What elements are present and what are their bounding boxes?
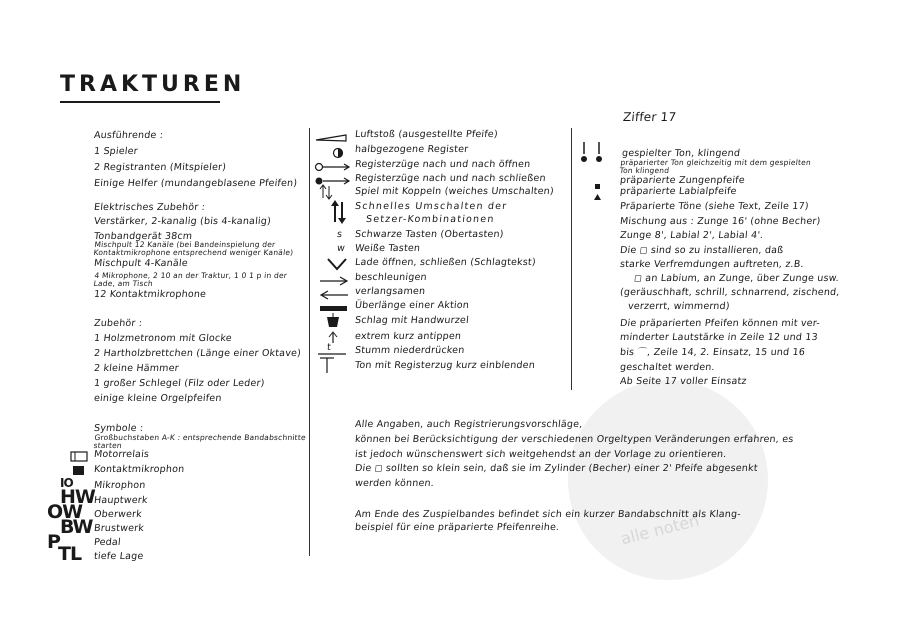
title-underline bbox=[60, 101, 220, 103]
watermark-text: alle noten bbox=[618, 510, 701, 549]
col3-line-4: präparierte Labialpfeife bbox=[619, 186, 738, 197]
electrics-heading: Elektrisches Zubehör : bbox=[93, 202, 206, 213]
col3-line-2: präparierter Ton gleichzeitig mit dem gespielten Ton klingend bbox=[619, 158, 812, 175]
column-divider-left bbox=[309, 128, 310, 556]
legend-4: Registerzüge nach und nach schließen bbox=[354, 173, 547, 184]
abbr-hw: HW bbox=[60, 486, 95, 508]
register-blend-icon bbox=[318, 355, 336, 379]
notes-para1-line3: ist jedoch wünschenswert sich weitgehendst an der Vorlage zu orientieren. bbox=[354, 449, 728, 460]
accessories-heading: Zubehör : bbox=[93, 318, 143, 329]
electrics-mics: 4 Mikrophone, 2 10 an der Traktur, 1 0 1 p in der Lade, am Tisch bbox=[93, 271, 288, 288]
col3-line-17: Ab Seite 17 voller Einsatz bbox=[619, 376, 748, 387]
col3-line-14: minderter Lautstärke in Zeile 12 und 13 bbox=[619, 332, 819, 343]
notes-para1-line4: Die ◻ sollten so klein sein, daß sie im Zylinder (Becher) einer 2' Pfeife abgesenkt bbox=[354, 463, 759, 474]
notes-para2-line1: Am Ende des Zuspielbandes befindet sich ein kurzer Bandabschnitt als Klang- bbox=[354, 509, 742, 520]
legend-7: Setzer-Kombinationen bbox=[365, 214, 496, 225]
electrics-mixer-note: Mischpult 12 Kanäle (bei Bandeinspielung der Kontaktmikrophone entsprechend weniger Kanäle) bbox=[93, 240, 294, 257]
contact-microphone-icon bbox=[72, 462, 88, 481]
watermark-disc bbox=[568, 380, 768, 580]
symbol-brustwerk: Brustwerk bbox=[93, 523, 145, 534]
legend-10: Lade öffnen, schließen (Schlagtekst) bbox=[354, 257, 537, 268]
fast-switch-arrows-icon bbox=[331, 200, 347, 228]
accessory-2: 2 Hartholzbrettchen (Länge einer Oktave) bbox=[93, 348, 302, 359]
notes-para1-line5: werden können. bbox=[354, 478, 435, 489]
abbr-tl: TL bbox=[58, 543, 82, 565]
symbol-motor-relay: Motorrelais bbox=[93, 449, 150, 460]
symbol-tiefe-lage: tiefe Lage bbox=[93, 551, 144, 562]
electrics-1: Verstärker, 2-kanalig (bis 4-kanalig) bbox=[93, 216, 272, 227]
legend-17: Ton mit Registerzug kurz einblenden bbox=[354, 360, 536, 371]
electrics-contact-mics: 12 Kontaktmikrophone bbox=[93, 289, 207, 300]
notes-para1-line1: Alle Angaben, auch Registrierungsvorschläge, bbox=[354, 419, 584, 430]
legend-2: halbgezogene Register bbox=[354, 144, 469, 155]
abbr-bw: BW bbox=[60, 516, 93, 538]
symbols-caps: Großbuchstaben A-K : entsprechende Bandabschnitte starten bbox=[93, 433, 307, 450]
mute-press-glyph: t bbox=[326, 342, 332, 353]
legend-13: Überlänge einer Aktion bbox=[354, 300, 470, 311]
legend-5: Spiel mit Koppeln (weiches Umschalten) bbox=[354, 186, 555, 197]
legend-6: Schnelles Umschalten der bbox=[354, 201, 508, 212]
col3-line-8: Die ◻ sind so zu installieren, daß bbox=[619, 245, 784, 256]
col3-line-3: präparierte Zungenpfeife bbox=[619, 175, 746, 186]
col3-line-12: verzerrt, wimmernd) bbox=[627, 301, 731, 312]
col3-line-7: Zunge 8', Labial 2', Labial 4'. bbox=[619, 230, 764, 241]
symbol-mic: Mikrophon bbox=[93, 480, 147, 491]
legend-9: Weiße Tasten bbox=[354, 243, 421, 254]
col3-line-16: geschaltet werden. bbox=[619, 362, 716, 373]
legend-3: Registerzüge nach und nach öffnen bbox=[354, 159, 531, 170]
labial-pipe-triangle-icon bbox=[593, 186, 602, 205]
accessory-4: 1 großer Schlegel (Filz oder Leder) bbox=[93, 378, 266, 389]
ziffer-label: Ziffer 17 bbox=[622, 110, 678, 124]
symbols-heading: Symbole : bbox=[93, 423, 144, 434]
accessory-1: 1 Holzmetronom mit Glocke bbox=[93, 333, 233, 344]
col3-line-1: gespielter Ton, klingend bbox=[621, 148, 741, 159]
col3-line-15: bis ⌒, Zeile 14, 2. Einsatz, 15 und 16 bbox=[619, 347, 806, 358]
abbr-ow: OW bbox=[47, 501, 83, 523]
accessory-3: 2 kleine Hämmer bbox=[93, 363, 180, 374]
legend-1: Luftstoß (ausgestellte Pfeife) bbox=[354, 129, 499, 140]
legend-16: Stumm niederdrücken bbox=[354, 345, 466, 356]
accessory-5: einige kleine Orgelpfeifen bbox=[93, 393, 223, 404]
page-title: TRAKTUREN bbox=[60, 72, 246, 97]
performers-heading: Ausführende : bbox=[93, 130, 164, 141]
black-keys-glyph: s bbox=[336, 229, 343, 240]
column-divider-right bbox=[571, 128, 572, 390]
performer-2: 2 Registranten (Mitspieler) bbox=[93, 162, 227, 173]
played-tone-notes-icon bbox=[580, 140, 606, 170]
white-keys-glyph: w bbox=[336, 243, 346, 254]
symbol-pedal: Pedal bbox=[93, 537, 122, 548]
col3-line-6: Mischung aus : Zunge 16' (ohne Becher) bbox=[619, 216, 821, 227]
performer-3: Einige Helfer (mundangeblasene Pfeifen) bbox=[93, 178, 298, 189]
symbol-contact-mic: Kontaktmikrophon bbox=[93, 464, 185, 475]
col3-line-9: starke Verfremdungen auftreten, z.B. bbox=[619, 259, 805, 270]
legend-14: Schlag mit Handwurzel bbox=[354, 315, 470, 326]
symbol-hauptwerk: Hauptwerk bbox=[93, 495, 149, 506]
electrics-2: Tonbandgerät 38cm bbox=[93, 231, 193, 242]
notes-para2-line2: beispiel für eine präparierte Pfeifenreihe. bbox=[354, 522, 560, 533]
col3-line-11: (geräuschhaft, schrill, schnarrend, zischend, bbox=[619, 287, 841, 298]
abbr-p: P bbox=[47, 531, 60, 553]
abbr-io: IO bbox=[60, 476, 73, 490]
legend-15: extrem kurz antippen bbox=[354, 331, 462, 342]
legend-8: Schwarze Tasten (Obertasten) bbox=[354, 229, 505, 240]
electrics-mixer4: Mischpult 4-Kanäle bbox=[93, 258, 189, 269]
col3-line-10: ◻ an Labium, an Zunge, über Zunge usw. bbox=[633, 273, 840, 284]
performer-1: 1 Spieler bbox=[93, 146, 139, 157]
col3-line-13: Die präparierten Pfeifen können mit ver- bbox=[619, 318, 821, 329]
legend-11: beschleunigen bbox=[354, 272, 428, 283]
legend-12: verlangsamen bbox=[354, 286, 426, 297]
symbol-oberwerk: Oberwerk bbox=[93, 509, 143, 520]
notes-para1-line2: können bei Berücksichtigung der verschiedenen Orgeltypen Veränderungen erfahren, es bbox=[354, 434, 795, 445]
col3-line-5: Präparierte Töne (siehe Text, Zeile 17) bbox=[619, 201, 810, 212]
